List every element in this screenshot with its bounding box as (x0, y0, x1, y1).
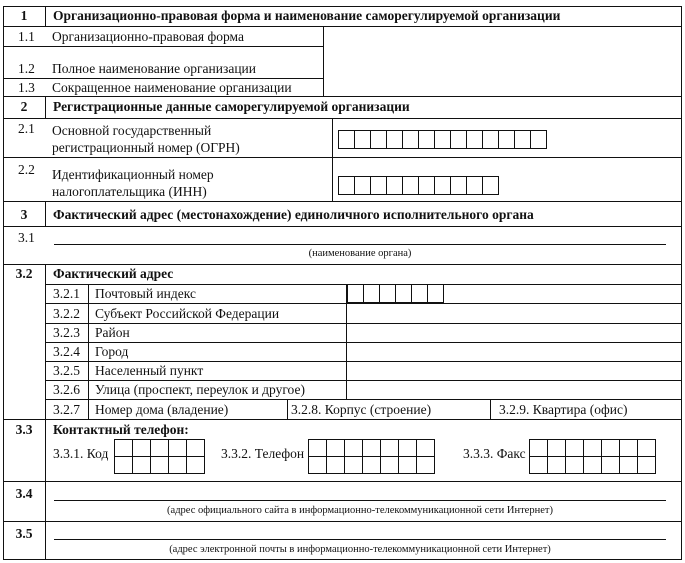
char-box[interactable] (466, 176, 483, 195)
char-box[interactable] (450, 130, 467, 149)
website-field[interactable] (54, 500, 666, 501)
street-field[interactable] (347, 381, 681, 399)
row-number: 1.3 (18, 80, 35, 95)
house-label: Номер дома (владение) (95, 402, 229, 417)
char-box[interactable] (132, 439, 151, 457)
rule (45, 96, 46, 119)
char-box[interactable] (416, 456, 435, 474)
organ-name-field[interactable] (54, 244, 666, 245)
rule (3, 78, 323, 79)
rule (287, 399, 288, 420)
char-box[interactable] (398, 456, 417, 474)
rule (88, 284, 89, 420)
char-box[interactable] (395, 284, 412, 303)
korpus-field[interactable] (452, 400, 489, 419)
settlement-label: Населенный пункт (95, 363, 204, 378)
char-box[interactable] (168, 456, 187, 474)
phone-code-input[interactable] (114, 439, 204, 475)
ogrn-label-line2: регистрационный номер (ОГРН) (52, 140, 240, 155)
char-box[interactable] (402, 176, 419, 195)
rule (45, 399, 682, 400)
email-field[interactable] (54, 539, 666, 540)
ogrn-label-line1: Основной государственный (52, 123, 212, 138)
house-field[interactable] (250, 400, 286, 419)
postal-code-input[interactable] (347, 284, 443, 303)
char-box[interactable] (601, 439, 620, 457)
rule (3, 6, 682, 7)
inn-label-line1: Идентификационный номер (52, 167, 214, 182)
rule (45, 6, 46, 27)
char-box[interactable] (347, 284, 364, 303)
char-box[interactable] (482, 176, 499, 195)
org-form-label: Организационно-правовая форма (52, 29, 244, 44)
rule (3, 559, 682, 560)
rule (332, 118, 333, 202)
rule (3, 46, 323, 47)
inn-input[interactable] (338, 176, 498, 195)
char-box[interactable] (529, 456, 548, 474)
section-number: 3.3 (15, 422, 33, 437)
kvartira-label: 3.2.9. Квартира (офис) (499, 402, 628, 417)
char-box[interactable] (411, 284, 428, 303)
fax-label: 3.3.3. Факс (463, 446, 526, 461)
rule (3, 521, 682, 522)
row-number: 3.1 (18, 230, 35, 245)
rule (3, 157, 682, 158)
organ-name-caption: (наименование органа) (308, 248, 412, 259)
char-box[interactable] (114, 456, 133, 474)
rule (45, 419, 46, 482)
char-box[interactable] (547, 456, 566, 474)
section-title: Регистрационные данные саморегулируемой организации (53, 99, 410, 114)
phone-label: 3.3.2. Телефон (221, 446, 305, 461)
item-number: 3.2.6 (53, 382, 80, 397)
item-number: 3.2.3 (53, 325, 80, 340)
char-box[interactable] (380, 439, 399, 457)
email-caption: (адрес электронной почты в информационно-телекоммуникационной сети Интернет) (169, 544, 551, 555)
section-title: Фактический адрес (местонахождение) единоличного исполнительного органа (53, 207, 534, 222)
char-box[interactable] (344, 439, 363, 457)
char-box[interactable] (434, 130, 451, 149)
item-number: 3.2.7 (53, 402, 80, 417)
char-box[interactable] (450, 176, 467, 195)
char-box[interactable] (186, 456, 205, 474)
settlement-field[interactable] (347, 362, 681, 380)
section-number: 3 (20, 207, 28, 222)
char-box[interactable] (565, 439, 584, 457)
section-number: 3.2 (15, 266, 33, 281)
rule (3, 264, 682, 265)
char-box[interactable] (427, 284, 444, 303)
phone-code-label: 3.3.1. Код (53, 446, 109, 461)
item-number: 3.2.5 (53, 363, 80, 378)
rule (45, 481, 46, 522)
char-box[interactable] (418, 176, 435, 195)
rule (3, 481, 682, 482)
section-number: 3.4 (15, 486, 33, 501)
section-number: 2 (20, 99, 28, 114)
org-form-field[interactable] (324, 27, 681, 96)
char-box[interactable] (150, 439, 169, 457)
street-label: Улица (проспект, переулок и другое) (95, 382, 305, 397)
ogrn-input[interactable] (338, 130, 546, 149)
district-label: Район (95, 325, 130, 340)
char-box[interactable] (619, 439, 638, 457)
char-box[interactable] (482, 130, 499, 149)
rule (681, 6, 682, 560)
char-box[interactable] (338, 176, 355, 195)
char-box[interactable] (308, 456, 327, 474)
char-box[interactable] (370, 176, 387, 195)
char-box[interactable] (418, 130, 435, 149)
char-box[interactable] (547, 439, 566, 457)
char-box[interactable] (466, 130, 483, 149)
district-field[interactable] (347, 324, 681, 342)
char-box[interactable] (370, 130, 387, 149)
char-box[interactable] (583, 456, 602, 474)
section-number: 3.5 (15, 526, 33, 541)
char-box[interactable] (338, 130, 355, 149)
rule (3, 419, 682, 420)
rule (45, 521, 46, 560)
rule (3, 226, 682, 227)
char-box[interactable] (168, 439, 187, 457)
char-box[interactable] (416, 439, 435, 457)
section-title: Организационно-правовая форма и наименование саморегулируемой организации (53, 8, 561, 23)
char-box[interactable] (132, 456, 151, 474)
region-field[interactable] (347, 304, 681, 323)
full-name-label: Полное наименование организации (52, 61, 256, 76)
rule (490, 399, 491, 420)
char-box[interactable] (530, 130, 547, 149)
char-box[interactable] (619, 456, 638, 474)
website-caption: (адрес официального сайта в информационно-телекоммуникационной сети Интернет) (167, 505, 553, 516)
char-box[interactable] (326, 439, 345, 457)
char-box[interactable] (344, 456, 363, 474)
char-box[interactable] (601, 456, 620, 474)
short-name-label: Сокращенное наименование организации (52, 80, 292, 95)
rule (3, 6, 4, 560)
city-label: Город (95, 344, 129, 359)
row-number: 1.1 (18, 29, 35, 44)
char-box[interactable] (326, 456, 345, 474)
char-box[interactable] (150, 456, 169, 474)
fax-input[interactable] (529, 439, 655, 475)
char-box[interactable] (308, 439, 327, 457)
char-box[interactable] (354, 130, 371, 149)
row-number: 2.1 (18, 121, 35, 136)
char-box[interactable] (386, 130, 403, 149)
char-box[interactable] (398, 439, 417, 457)
rule (3, 201, 682, 202)
char-box[interactable] (380, 456, 399, 474)
rule (3, 118, 682, 119)
char-box[interactable] (498, 130, 515, 149)
char-box[interactable] (386, 176, 403, 195)
char-box[interactable] (362, 439, 381, 457)
postal-code-label: Почтовый индекс (95, 286, 196, 301)
phone-input[interactable] (308, 439, 434, 475)
char-box[interactable] (379, 284, 396, 303)
char-box[interactable] (514, 130, 531, 149)
item-number: 3.2.1 (53, 286, 80, 301)
rule (3, 96, 682, 97)
subsection-title: Фактический адрес (53, 266, 174, 281)
subsection-title: Контактный телефон: (53, 422, 189, 437)
char-box[interactable] (402, 130, 419, 149)
char-box[interactable] (583, 439, 602, 457)
char-box[interactable] (362, 456, 381, 474)
korpus-label: 3.2.8. Корпус (строение) (291, 402, 432, 417)
char-box[interactable] (565, 456, 584, 474)
item-number: 3.2.2 (53, 306, 80, 321)
inn-label-line2: налогоплательщика (ИНН) (52, 184, 207, 199)
char-box[interactable] (363, 284, 380, 303)
char-box[interactable] (434, 176, 451, 195)
char-box[interactable] (114, 439, 133, 457)
region-label: Субъект Российской Федерации (95, 306, 280, 321)
char-box[interactable] (637, 439, 656, 457)
char-box[interactable] (637, 456, 656, 474)
rule (45, 201, 46, 227)
row-number: 2.2 (18, 162, 35, 177)
char-box[interactable] (354, 176, 371, 195)
row-number: 1.2 (18, 61, 35, 76)
char-box[interactable] (186, 439, 205, 457)
char-box[interactable] (529, 439, 548, 457)
item-number: 3.2.4 (53, 344, 80, 359)
city-field[interactable] (347, 343, 681, 361)
section-number: 1 (20, 8, 28, 23)
